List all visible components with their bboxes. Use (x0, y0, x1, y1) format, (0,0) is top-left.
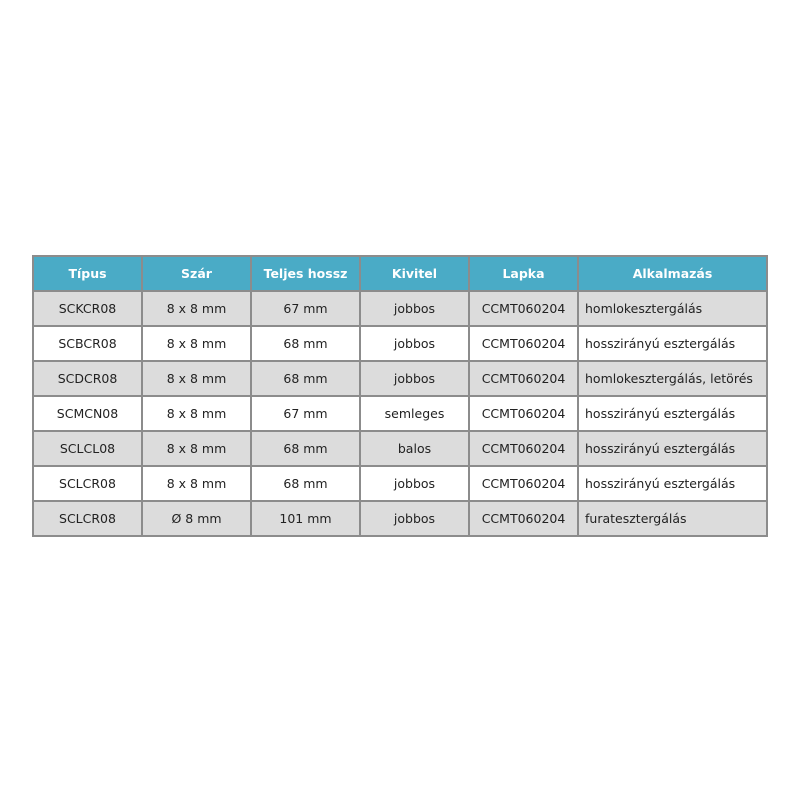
cell-tipus: SCBCR08 (33, 326, 142, 361)
cell-teljes-hossz: 67 mm (251, 291, 360, 326)
cell-lapka: CCMT060204 (469, 361, 578, 396)
spec-table (32, 255, 768, 537)
cell-teljes-hossz: 68 mm (251, 431, 360, 466)
header-szar: Szár (142, 256, 251, 291)
table-row (33, 466, 767, 501)
cell-teljes-hossz: 67 mm (251, 396, 360, 431)
cell-lapka: CCMT060204 (469, 396, 578, 431)
cell-szar: 8 x 8 mm (142, 431, 251, 466)
cell-alkalmazas: furatesztergálás (578, 501, 767, 536)
cell-szar: 8 x 8 mm (142, 466, 251, 501)
cell-kivitel: jobbos (360, 291, 469, 326)
cell-kivitel: jobbos (360, 361, 469, 396)
table-row (33, 501, 767, 536)
cell-szar: 8 x 8 mm (142, 291, 251, 326)
table-row (33, 326, 767, 361)
cell-lapka: CCMT060204 (469, 466, 578, 501)
cell-tipus: SCLCR08 (33, 501, 142, 536)
table-row (33, 396, 767, 431)
cell-lapka: CCMT060204 (469, 501, 578, 536)
cell-teljes-hossz: 68 mm (251, 466, 360, 501)
header-lapka: Lapka (469, 256, 578, 291)
cell-kivitel: jobbos (360, 326, 469, 361)
header-teljes-hossz: Teljes hossz (251, 256, 360, 291)
cell-szar: Ø 8 mm (142, 501, 251, 536)
cell-szar: 8 x 8 mm (142, 361, 251, 396)
cell-kivitel: balos (360, 431, 469, 466)
cell-tipus: SCLCL08 (33, 431, 142, 466)
header-tipus: Típus (33, 256, 142, 291)
header-row (33, 256, 767, 291)
cell-teljes-hossz: 68 mm (251, 361, 360, 396)
cell-alkalmazas: hosszirányú esztergálás (578, 326, 767, 361)
header-kivitel: Kivitel (360, 256, 469, 291)
cell-lapka: CCMT060204 (469, 431, 578, 466)
cell-alkalmazas: hosszirányú esztergálás (578, 466, 767, 501)
cell-tipus: SCLCR08 (33, 466, 142, 501)
cell-szar: 8 x 8 mm (142, 326, 251, 361)
cell-alkalmazas: hosszirányú esztergálás (578, 396, 767, 431)
cell-kivitel: jobbos (360, 501, 469, 536)
cell-tipus: SCKCR08 (33, 291, 142, 326)
cell-kivitel: jobbos (360, 466, 469, 501)
cell-alkalmazas: hosszirányú esztergálás (578, 431, 767, 466)
cell-lapka: CCMT060204 (469, 326, 578, 361)
table-row (33, 361, 767, 396)
cell-kivitel: semleges (360, 396, 469, 431)
cell-teljes-hossz: 101 mm (251, 501, 360, 536)
cell-alkalmazas: homlokesztergálás, letörés (578, 361, 767, 396)
table-row (33, 431, 767, 466)
cell-szar: 8 x 8 mm (142, 396, 251, 431)
cell-alkalmazas: homlokesztergálás (578, 291, 767, 326)
cell-teljes-hossz: 68 mm (251, 326, 360, 361)
table-row (33, 291, 767, 326)
header-alkalmazas: Alkalmazás (578, 256, 767, 291)
cell-tipus: SCDCR08 (33, 361, 142, 396)
cell-tipus: SCMCN08 (33, 396, 142, 431)
cell-lapka: CCMT060204 (469, 291, 578, 326)
